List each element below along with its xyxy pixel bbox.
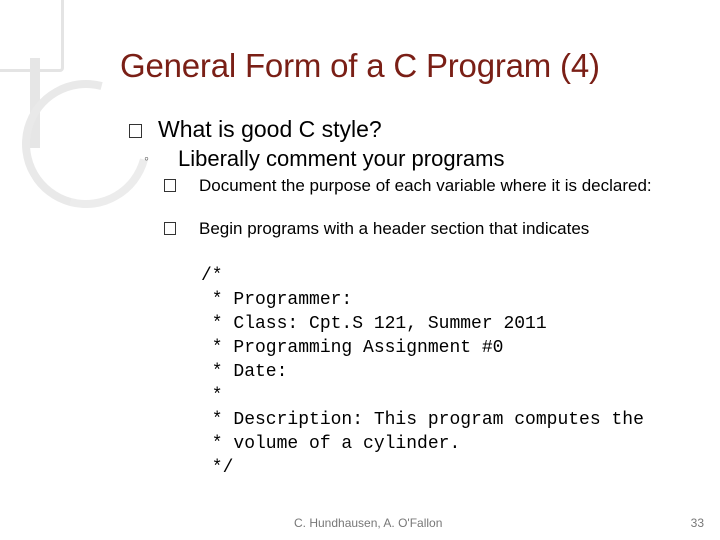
slide-title: General Form of a C Program (4) [120, 47, 600, 84]
bullet-level1-text: What is good C style? [158, 116, 382, 142]
slide-page-number: 33 [690, 516, 704, 530]
bullet-square-icon [129, 124, 142, 138]
bullet-square-icon [164, 222, 176, 235]
bullet-level2-text: Liberally comment your programs [178, 146, 505, 171]
bullet-square-icon [164, 179, 176, 192]
bullet-level3-text: Document the purpose of each variable where it is declared: [199, 176, 652, 195]
bullet-level3-text: Begin programs with a header section that indicates [199, 219, 590, 238]
bullet-circle-icon: ◦ [144, 150, 149, 166]
slide-footer: C. Hundhausen, A. O'Fallon [294, 516, 443, 530]
code-comment-block: /* * Programmer: * Class: Cpt.S 121, Summer 2011 * Programming Assignment #0 * Date: * * Description: This program computes the * volume of a cylinder. */ [201, 266, 644, 478]
